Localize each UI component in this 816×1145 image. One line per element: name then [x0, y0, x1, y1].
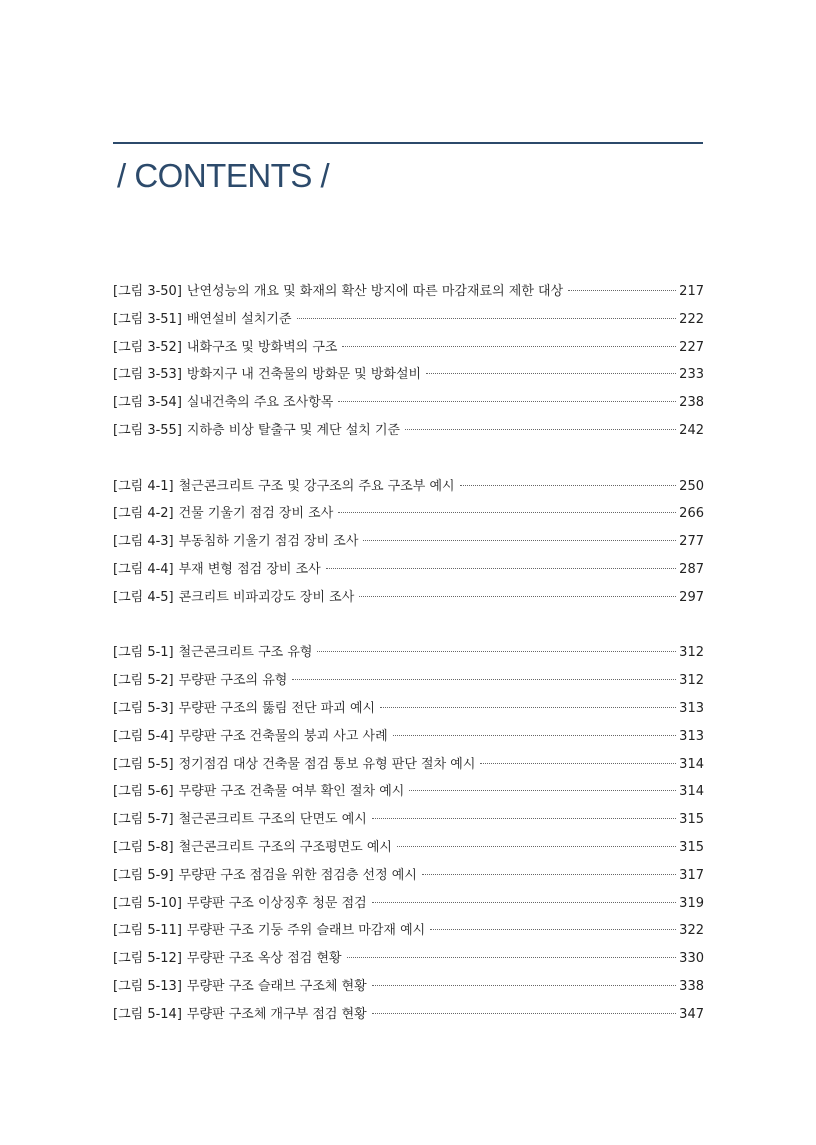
figure-label: [그림 5-2] — [113, 673, 174, 689]
page-number: 315 — [679, 839, 704, 855]
figure-title: 철근콘크리트 구조의 단면도 예시 — [178, 812, 367, 828]
toc-entry[interactable] — [113, 639, 704, 667]
page-number: 277 — [679, 534, 704, 550]
figure-title: 철근콘크리트 구조 및 강구조의 주요 구조부 예시 — [178, 478, 455, 494]
toc-entry[interactable] — [113, 528, 704, 556]
dot-leader — [363, 540, 676, 541]
dot-leader — [380, 707, 676, 708]
toc-entry[interactable] — [113, 751, 704, 779]
figure-label: [그림 5-3] — [113, 700, 174, 716]
figure-label: [그림 3-55] — [113, 422, 182, 438]
figure-label: [그림 4-3] — [113, 534, 174, 550]
figure-label: [그림 3-50] — [113, 284, 182, 299]
page-number: 238 — [679, 395, 704, 411]
page-number: 266 — [679, 506, 704, 522]
figure-title: 무량판 구조 건축물 여부 확인 절차 예시 — [178, 784, 405, 800]
header-rule — [113, 142, 703, 144]
dot-leader — [422, 874, 676, 875]
dot-leader — [393, 735, 677, 736]
page-number: 227 — [679, 339, 704, 355]
dot-leader — [460, 485, 677, 486]
toc-entry[interactable] — [113, 695, 704, 723]
page-number: 347 — [679, 1006, 704, 1022]
page-number: 217 — [679, 284, 704, 299]
toc-entry[interactable] — [113, 334, 704, 362]
figure-label: [그림 5-10] — [113, 895, 182, 911]
toc-entry[interactable] — [113, 556, 704, 584]
figure-label: [그림 4-2] — [113, 506, 174, 522]
figure-label: [그림 5-5] — [113, 756, 174, 772]
figure-title: 지하층 비상 탈출구 및 계단 설치 기준 — [186, 422, 401, 438]
page-number: 250 — [679, 478, 704, 494]
figure-title: 철근콘크리트 구조 유형 — [178, 645, 313, 661]
toc-entry[interactable] — [113, 834, 704, 862]
toc-group — [113, 278, 704, 445]
figure-title: 부동침하 기울기 점검 장비 조사 — [178, 534, 359, 550]
dot-leader — [372, 818, 676, 819]
figure-title: 난연성능의 개요 및 화재의 확산 방지에 따른 마감재료의 제한 대상 — [186, 284, 564, 299]
toc-entry[interactable] — [113, 890, 704, 918]
figure-label: [그림 3-53] — [113, 367, 182, 383]
figure-label: [그림 5-11] — [113, 923, 182, 939]
dot-leader — [480, 763, 676, 764]
figure-title: 무량판 구조 옥상 점검 현황 — [186, 951, 342, 967]
toc-entry[interactable] — [113, 1001, 704, 1029]
page-number: 287 — [679, 561, 704, 577]
page-number: 222 — [679, 311, 704, 327]
figure-label: [그림 3-51] — [113, 311, 182, 327]
figure-title: 철근콘크리트 구조의 구조평면도 예시 — [178, 839, 392, 855]
toc-entry[interactable] — [113, 500, 704, 528]
toc-entry[interactable] — [113, 806, 704, 834]
dot-leader — [372, 985, 676, 986]
dot-leader — [338, 401, 676, 402]
figure-title: 무량판 구조의 뚫림 전단 파괴 예시 — [178, 700, 376, 716]
figure-label: [그림 5-4] — [113, 728, 174, 744]
figure-title: 부재 변형 점검 장비 조사 — [178, 561, 321, 577]
table-of-figures — [113, 278, 704, 1029]
dot-leader — [317, 651, 676, 652]
dot-leader — [430, 929, 676, 930]
contents-heading: / CONTENTS / — [117, 157, 330, 194]
figure-title: 무량판 구조 이상징후 청문 점검 — [186, 895, 367, 911]
page-number: 319 — [679, 895, 704, 911]
dot-leader — [342, 346, 676, 347]
figure-label: [그림 4-1] — [113, 478, 174, 494]
dot-leader — [568, 290, 676, 291]
page-number: 315 — [679, 812, 704, 828]
page-number: 233 — [679, 367, 704, 383]
toc-entry[interactable] — [113, 862, 704, 890]
page-number: 297 — [679, 589, 704, 605]
figure-label: [그림 5-9] — [113, 867, 174, 883]
dot-leader — [326, 568, 676, 569]
figure-title: 정기점검 대상 건축물 점검 통보 유형 판단 절차 예시 — [178, 756, 476, 772]
figure-label: [그림 5-7] — [113, 812, 174, 828]
dot-leader — [372, 1013, 676, 1014]
figure-title: 실내건축의 주요 조사항목 — [186, 395, 334, 411]
figure-label: [그림 5-8] — [113, 839, 174, 855]
dot-leader — [338, 512, 676, 513]
dot-leader — [292, 679, 676, 680]
figure-title: 무량판 구조의 유형 — [178, 673, 288, 689]
figure-title: 건물 기울기 점검 장비 조사 — [178, 506, 334, 522]
toc-entry[interactable] — [113, 917, 704, 945]
page-number: 338 — [679, 978, 704, 994]
page-number: 314 — [679, 756, 704, 772]
dot-leader — [397, 846, 676, 847]
dot-leader — [426, 373, 676, 374]
figure-label: [그림 3-52] — [113, 339, 182, 355]
toc-entry[interactable] — [113, 778, 704, 806]
toc-entry[interactable] — [113, 306, 704, 334]
toc-group — [113, 473, 704, 612]
page-number: 242 — [679, 422, 704, 438]
toc-entry[interactable] — [113, 723, 704, 751]
toc-entry[interactable] — [113, 473, 704, 501]
dot-leader — [405, 429, 676, 430]
dot-leader — [297, 318, 677, 319]
toc-entry[interactable] — [113, 278, 704, 306]
figure-label: [그림 3-54] — [113, 395, 182, 411]
toc-entry[interactable] — [113, 361, 704, 389]
toc-entry[interactable] — [113, 584, 704, 612]
dot-leader — [372, 902, 676, 903]
toc-group — [113, 639, 704, 1028]
page-number: 317 — [679, 867, 704, 883]
figure-title: 무량판 구조체 개구부 점검 현황 — [186, 1006, 367, 1022]
figure-label: [그림 5-6] — [113, 784, 174, 800]
figure-label: [그림 5-13] — [113, 978, 182, 994]
figure-title: 방화지구 내 건축물의 방화문 및 방화설비 — [186, 367, 422, 383]
figure-title: 무량판 구조 슬래브 구조체 현황 — [186, 978, 367, 994]
figure-label: [그림 5-14] — [113, 1006, 182, 1022]
toc-entry[interactable] — [113, 417, 704, 445]
toc-entry[interactable] — [113, 389, 704, 417]
figure-label: [그림 4-4] — [113, 561, 174, 577]
page-number: 313 — [679, 700, 704, 716]
figure-title: 콘크리트 비파괴강도 장비 조사 — [178, 589, 355, 605]
page-number: 312 — [679, 645, 704, 661]
figure-label: [그림 4-5] — [113, 589, 174, 605]
figure-label: [그림 5-12] — [113, 951, 182, 967]
toc-entry[interactable] — [113, 945, 704, 973]
page-number: 313 — [679, 728, 704, 744]
dot-leader — [359, 596, 676, 597]
toc-entry[interactable] — [113, 973, 704, 1001]
figure-label: [그림 5-1] — [113, 645, 174, 661]
toc-entry[interactable] — [113, 667, 704, 695]
page-number: 312 — [679, 673, 704, 689]
figure-title: 배연설비 설치기준 — [186, 311, 292, 327]
figure-title: 무량판 구조 건축물의 붕괴 사고 사례 — [178, 728, 388, 744]
dot-leader — [347, 957, 677, 958]
page-number: 330 — [679, 951, 704, 967]
figure-title: 무량판 구조 점검을 위한 점검층 선정 예시 — [178, 867, 417, 883]
figure-title: 내화구조 및 방화벽의 구조 — [186, 339, 338, 355]
figure-title: 무량판 구조 기둥 주위 슬래브 마감재 예시 — [186, 923, 426, 939]
dot-leader — [409, 790, 676, 791]
page-number: 322 — [679, 923, 704, 939]
page-number: 314 — [679, 784, 704, 800]
